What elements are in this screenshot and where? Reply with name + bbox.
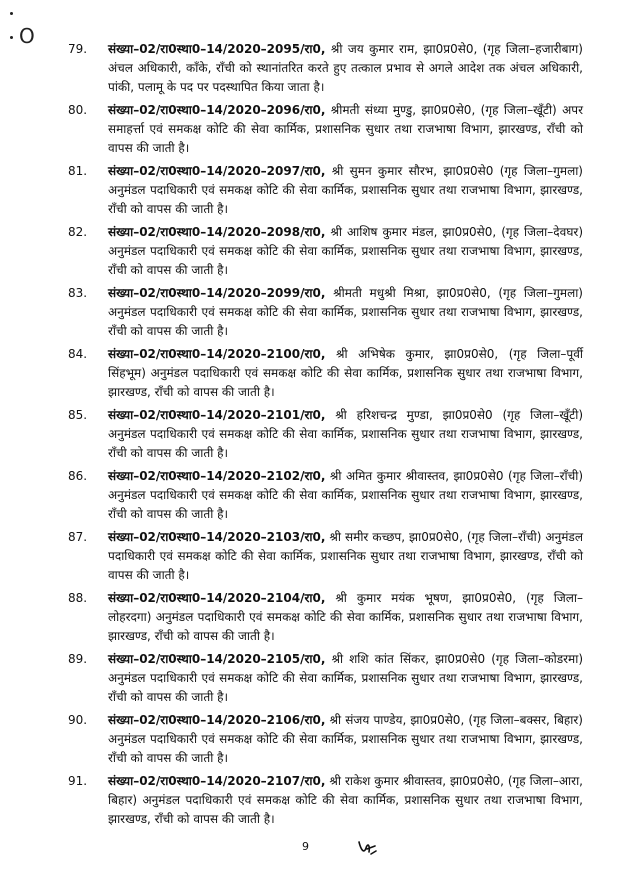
entry-number: 81. [68,164,88,178]
order-entry [68,223,583,280]
entry-text: श्री शशि कांत सिंकर, झा0प्र0से0 (गृह जिला–कोडरमा) अनुमंडल पदाधिकारी एवं समकक्ष कोटि की सेवा कार्मिक, प्रशासनिक सुधार तथा राजभाषा विभाग, झारखण्ड, राँची को वापस की जाती है। [108,652,583,704]
order-entry [68,589,583,646]
entry-text: श्री हरिशचन्द्र मुण्डा, झा0प्र0से0 (गृह जिला–खूँटी) अनुमंडल पदाधिकारी एवं समकक्ष कोटि की सेवा कार्मिक, प्रशासनिक सुधार तथा राजभाषा विभाग, झारखण्ड, राँची को वापस की जाती है। [108,408,583,460]
entry-reference: संख्या–02/रा0स्था0–14/2020–2100/रा0, [108,347,326,361]
entry-reference: संख्या–02/रा0स्था0–14/2020–2102/रा0, [108,469,326,483]
entry-text: श्री समीर कच्छप, झा0प्र0से0, (गृह जिला–राँची) अनुमंडल पदाधिकारी एवं समकक्ष कोटि की सेवा कार्मिक, प्रशासनिक सुधार तथा राजभाषा विभाग, झारखण्ड, राँची को वापस की जाती है। [108,530,583,582]
entry-number: 82. [68,225,88,239]
entry-reference: संख्या–02/रा0स्था0–14/2020–2101/रा0, [108,408,326,422]
entry-number: 90. [68,713,88,727]
order-entry [68,528,583,585]
entry-text: श्री आशिष कुमार मंडल, झा0प्र0से0, (गृह जिला–देवघर) अनुमंडल पदाधिकारी एवं समकक्ष कोटि की सेवा कार्मिक, प्रशासनिक सुधार तथा राजभाषा विभाग, झारखण्ड, राँची को वापस की जाती है। [108,225,583,277]
entry-number: 79. [68,42,88,56]
order-entry [68,650,583,707]
entry-number: 87. [68,530,88,544]
entry-text: श्री अमित कुमार श्रीवास्तव, झा0प्र0से0 (गृह जिला–राँची) अनुमंडल पदाधिकारी एवं समकक्ष कोटि की सेवा कार्मिक, प्रशासनिक सुधार तथा राजभाषा विभाग, झारखण्ड, राँची को वापस की जाती है। [108,469,583,521]
entry-text: श्री अभिषेक कुमार, झा0प्र0से0, (गृह जिला–पूर्वी सिंहभूम) अनुमंडल पदाधिकारी एवं समकक्ष कोटि की सेवा कार्मिक, प्रशासनिक सुधार तथा राजभाषा विभाग, झारखण्ड, राँची को वापस की जाती है। [108,347,583,399]
signature-icon [356,838,378,858]
entry-reference: संख्या–02/रा0स्था0–14/2020–2098/रा0, [108,225,326,239]
order-entry [68,711,583,768]
page-number: 9 [302,840,309,853]
entry-number: 84. [68,347,88,361]
order-entry [68,162,583,219]
order-entry [68,345,583,402]
entry-text: श्रीमती मधुश्री मिश्रा, झा0प्र0से0, (गृह जिला–गुमला) अनुमंडल पदाधिकारी एवं समकक्ष कोटि की सेवा कार्मिक, प्रशासनिक सुधार तथा राजभाषा विभाग, झारखण्ड, राँची को वापस की जाती है। [108,286,583,338]
entry-reference: संख्या–02/रा0स्था0–14/2020–2095/रा0, [108,42,326,56]
order-entry [68,406,583,463]
margin-dot [10,12,13,15]
entry-reference: संख्या–02/रा0स्था0–14/2020–2105/रा0, [108,652,326,666]
margin-circle-mark: O [19,24,35,48]
margin-mark [10,26,35,46]
entry-reference: संख्या–02/रा0स्था0–14/2020–2106/रा0, [108,713,326,727]
entry-number: 85. [68,408,88,422]
entry-text: श्री जय कुमार राम, झा0प्र0से0, (गृह जिला–हजारीबाग) अंचल अधिकारी, काँके, राँची को स्थानांतरित करते हुए तत्काल प्रभाव से अगले आदेश तक अंचल अधिकारी, पांकी, पलामू के पद पर पदस्थापित किया जाता है। [108,42,583,94]
entry-number: 80. [68,103,88,117]
entry-text: श्री संजय पाण्डेय, झा0प्र0से0, (गृह जिला–बक्सर, बिहार) अनुमंडल पदाधिकारी एवं समकक्ष कोटि की सेवा कार्मिक, प्रशासनिक सुधार तथा राजभाषा विभाग, झारखण्ड, राँची को वापस की जाती है। [108,713,583,765]
order-entry [68,467,583,524]
orders-list [68,40,583,833]
entry-number: 83. [68,286,88,300]
entry-number: 91. [68,774,88,788]
order-entry [68,101,583,158]
entry-text: श्री राकेश कुमार श्रीवास्तव, झा0प्र0से0, (गृह जिला–आरा, बिहार) अनुमंडल पदाधिकारी एवं समकक्ष कोटि की सेवा कार्मिक, प्रशासनिक सुधार तथा राजभाषा विभाग, झारखण्ड, राँची को वापस की जाती है। [108,774,583,826]
entry-reference: संख्या–02/रा0स्था0–14/2020–2104/रा0, [108,591,326,605]
entry-number: 88. [68,591,88,605]
entry-reference: संख्या–02/रा0स्था0–14/2020–2096/रा0, [108,103,326,117]
entry-number: 86. [68,469,88,483]
entry-number: 89. [68,652,88,666]
entry-text: श्री सुमन कुमार सौरभ, झा0प्र0से0 (गृह जिला–गुमला) अनुमंडल पदाधिकारी एवं समकक्ष कोटि की सेवा कार्मिक, प्रशासनिक सुधार तथा राजभाषा विभाग, झारखण्ड, राँची को वापस की जाती है। [108,164,583,216]
entry-text: श्रीमती संध्या मुण्डु, झा0प्र0से0, (गृह जिला–खूँटी) अपर समाहर्त्ता एवं समकक्ष कोटि की सेवा कार्मिक, प्रशासनिक सुधार तथा राजभाषा विभाग, झारखण्ड, राँची को वापस की जाती है। [108,103,583,155]
order-entry [68,284,583,341]
entry-reference: संख्या–02/रा0स्था0–14/2020–2099/रा0, [108,286,326,300]
order-entry [68,40,583,97]
order-entry [68,772,583,829]
entry-reference: संख्या–02/रा0स्था0–14/2020–2107/रा0, [108,774,326,788]
entry-text: श्री कुमार मयंक भूषण, झा0प्र0से0, (गृह जिला–लोहरदगा) अनुमंडल पदाधिकारी एवं समकक्ष कोटि की सेवा कार्मिक, प्रशासनिक सुधार तथा राजभाषा विभाग, झारखण्ड, राँची को वापस की जाती है। [108,591,583,643]
page-footer [0,838,621,862]
entry-reference: संख्या–02/रा0स्था0–14/2020–2103/रा0, [108,530,326,544]
entry-reference: संख्या–02/रा0स्था0–14/2020–2097/रा0, [108,164,326,178]
